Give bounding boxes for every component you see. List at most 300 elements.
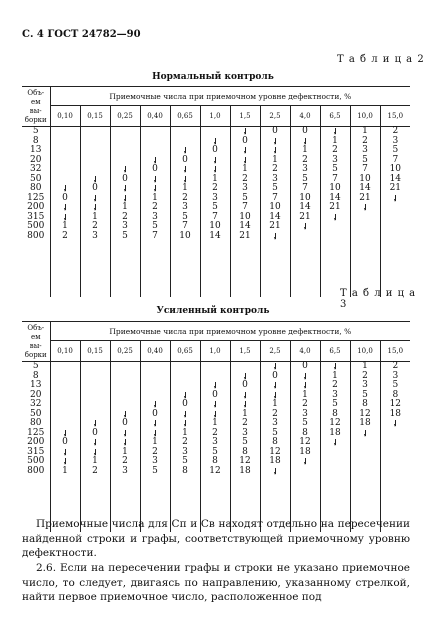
- cell-stack: [171, 362, 200, 476]
- acceptance-number: 2: [62, 230, 68, 241]
- acceptance-number: 5: [182, 211, 188, 222]
- table-cell: [111, 137, 140, 147]
- sample-size: 315: [27, 446, 45, 457]
- table-cell: [141, 232, 170, 242]
- acceptance-number: 12: [239, 456, 251, 466]
- level-column: [260, 362, 290, 532]
- acceptance-number: 1: [122, 446, 128, 457]
- arrow-icon: [274, 392, 277, 399]
- table-cell: [51, 429, 80, 439]
- acceptance-number: 12: [269, 446, 281, 457]
- table-cell: [351, 194, 380, 204]
- table3-caption: Т а б л и ц а 3: [340, 288, 417, 310]
- level-header: 0,10: [50, 106, 80, 127]
- acceptance-number: 3: [212, 192, 218, 203]
- arrow-icon: [274, 233, 277, 240]
- acceptance-number: 2: [362, 135, 368, 146]
- table-cell: [201, 146, 230, 156]
- table-cell: [51, 438, 80, 448]
- paragraph-2: 2.6. Если на пересечении графы и строки не указано приемочное число, то следует, двигаясь по направлению, указанному стрелкой, найти первое приемочное число, расположенное под: [22, 562, 410, 603]
- arrow-icon: [364, 204, 367, 211]
- level-column: [170, 127, 200, 297]
- sample-size: 5: [32, 126, 39, 136]
- sample-size: 8: [32, 135, 39, 146]
- acceptance-number: 1: [332, 370, 338, 381]
- sample-size: 800: [27, 230, 45, 241]
- acceptance-number: 2: [332, 380, 338, 390]
- acceptance-number: 7: [212, 211, 218, 222]
- table-cell: [111, 381, 140, 391]
- acceptance-number: 3: [302, 164, 308, 174]
- acceptance-number: 14: [239, 221, 251, 231]
- level-column: [170, 362, 200, 532]
- table-cell: [291, 362, 320, 372]
- acceptance-number: 3: [332, 154, 338, 165]
- table-cell: [321, 467, 350, 477]
- acceptance-number: 5: [272, 183, 278, 193]
- table-cell: [51, 391, 80, 401]
- table2-caption: Т а б л и ц а 2: [337, 54, 425, 65]
- table-cell: [51, 146, 80, 156]
- cell-stack: [291, 362, 320, 476]
- arrow-icon: [334, 439, 337, 446]
- arrow-icon: [94, 420, 97, 427]
- level-header: 0,25: [110, 341, 140, 362]
- acceptance-number: 2: [212, 427, 218, 438]
- level-header: 1,0: [200, 106, 230, 127]
- table-cell: [141, 156, 170, 166]
- table-cell: [321, 213, 350, 223]
- table-cell: [81, 372, 110, 382]
- acceptance-number: 2: [392, 361, 399, 371]
- arrow-icon: [94, 439, 97, 446]
- arrow-icon: [124, 439, 127, 446]
- sample-size-header: [22, 322, 50, 362]
- level-column: [230, 127, 260, 297]
- table-cell: [321, 127, 350, 137]
- sample-sizes-column: [22, 362, 50, 532]
- table-cell: [81, 362, 110, 372]
- table-cell: [141, 362, 170, 372]
- table-cell: [141, 400, 170, 410]
- acceptance-number: 1: [62, 221, 68, 231]
- table-cell: [141, 372, 170, 382]
- arrow-icon: [394, 195, 397, 202]
- table-cell: [51, 372, 80, 382]
- table-cell: [231, 146, 260, 156]
- acceptance-number: 5: [242, 437, 248, 447]
- arrow-icon: [394, 420, 397, 427]
- level-header: 1,5: [230, 341, 260, 362]
- arrow-icon: [304, 223, 307, 230]
- table-cell: [381, 467, 411, 477]
- levels-row: [22, 106, 410, 127]
- sample-size: 200: [27, 437, 45, 447]
- arrow-icon: [184, 147, 187, 154]
- acceptance-number: 21: [359, 192, 371, 203]
- table-cell: [291, 213, 320, 223]
- table-cell: [171, 156, 200, 166]
- arrow-icon: [244, 147, 247, 154]
- acceptance-number: 8: [272, 437, 278, 447]
- table-cell: [231, 381, 260, 391]
- cell-stack: [51, 362, 80, 476]
- table-cell: [381, 232, 411, 242]
- table-cell: [381, 203, 411, 213]
- arrow-icon: [154, 176, 157, 183]
- acceptance-number: 2: [122, 456, 128, 466]
- table-cell: [81, 194, 110, 204]
- table-cell: [141, 146, 170, 156]
- table-cell: [111, 391, 140, 401]
- acceptance-number: 0: [182, 399, 188, 409]
- acceptance-number: 18: [329, 427, 341, 438]
- acceptance-number: 5: [392, 380, 399, 390]
- table-cell: [261, 137, 290, 147]
- sample-size: 32: [30, 164, 42, 174]
- acceptance-number: 1: [182, 183, 188, 193]
- sample-size: 32: [30, 399, 42, 409]
- table-cell: [51, 127, 80, 137]
- table-cell: [171, 410, 200, 420]
- acceptance-number: 0: [272, 370, 278, 381]
- table-cell: [231, 156, 260, 166]
- arrow-icon: [334, 363, 337, 370]
- level-column: [290, 127, 320, 297]
- acceptance-number: 7: [302, 183, 308, 193]
- level-column: [140, 127, 170, 297]
- arrow-icon: [274, 382, 277, 389]
- acceptance-number: 7: [392, 154, 399, 165]
- acceptance-number: 1: [272, 399, 278, 409]
- acceptance-number: 0: [242, 135, 248, 146]
- arrow-icon: [124, 430, 127, 437]
- acceptance-number: 7: [362, 164, 368, 174]
- table-cell: [231, 400, 260, 410]
- acceptance-number: 3: [182, 446, 188, 457]
- acceptance-number: 2: [242, 173, 248, 184]
- sample-size-header-line: борки: [24, 115, 47, 124]
- table-cell: [201, 137, 230, 147]
- table-cell: [171, 137, 200, 147]
- table-cell: [111, 362, 140, 372]
- level-header: 0,10: [50, 341, 80, 362]
- table-cell: [351, 203, 380, 213]
- acceptance-number: 1: [182, 427, 188, 438]
- table-cell: [81, 438, 110, 448]
- table-cell: [261, 232, 290, 242]
- table-cell: [51, 362, 80, 372]
- arrow-icon: [214, 401, 217, 408]
- table-cell: [141, 165, 170, 175]
- level-column: [80, 127, 110, 297]
- acceptance-number: 3: [272, 173, 278, 184]
- arrow-icon: [154, 157, 157, 164]
- table-cell: [321, 438, 350, 448]
- acceptance-number: 8: [332, 408, 338, 419]
- table-cell: [201, 400, 230, 410]
- table-cell: [111, 184, 140, 194]
- table2-title: Нормальный контроль: [152, 72, 274, 82]
- levels-row: [22, 341, 410, 362]
- arrow-icon: [304, 458, 307, 465]
- sample-size-header-line: ем: [30, 332, 41, 341]
- sample-size-header-line: вы-: [29, 106, 42, 115]
- acceptance-number: 5: [362, 154, 368, 165]
- table-cell: [351, 213, 380, 223]
- acceptance-number: 2: [152, 446, 158, 457]
- table-cell: [231, 362, 260, 372]
- acceptance-number: 2: [302, 399, 308, 409]
- level-header: 10,0: [350, 341, 380, 362]
- arrow-icon: [124, 185, 127, 192]
- acceptance-number: 3: [392, 370, 399, 381]
- level-header: 6,5: [320, 341, 350, 362]
- arrow-icon: [244, 373, 247, 380]
- table-cell: [381, 419, 411, 429]
- table-cell: [51, 203, 80, 213]
- table-cell: [171, 127, 200, 137]
- arrow-icon: [274, 138, 277, 145]
- level-header: 4,0: [290, 341, 320, 362]
- table-cell: [261, 381, 290, 391]
- acceptance-number: 1: [362, 126, 368, 136]
- cell-stack: [141, 127, 170, 241]
- level-header: 6,5: [320, 106, 350, 127]
- table-cell: [81, 184, 110, 194]
- table-cell: [51, 400, 80, 410]
- acceptance-number: 1: [302, 389, 308, 400]
- acceptance-numbers-header: Приемочные числа при приемочном уровне дефектности, %: [50, 322, 410, 341]
- table-cell: [51, 232, 80, 242]
- acceptance-number: 10: [269, 202, 281, 212]
- arrow-icon: [154, 430, 157, 437]
- sample-sizes-column: [22, 127, 50, 297]
- arrow-icon: [154, 185, 157, 192]
- sample-size: 8: [32, 370, 39, 381]
- acceptance-number: 1: [242, 164, 248, 174]
- sample-size: 50: [30, 408, 42, 419]
- level-header: 4,0: [290, 106, 320, 127]
- table-cell: [81, 410, 110, 420]
- acceptance-number: 5: [242, 192, 248, 203]
- table-cell: [261, 457, 290, 467]
- level-column: [350, 362, 380, 532]
- table-cell: [351, 222, 380, 232]
- arrow-icon: [304, 138, 307, 145]
- table-cell: [291, 137, 320, 147]
- level-column: [320, 362, 350, 532]
- acceptance-number: 8: [392, 389, 399, 400]
- acceptance-number: 21: [269, 221, 281, 231]
- table-cell: [291, 448, 320, 458]
- arrow-icon: [244, 128, 247, 135]
- table-cell: [51, 467, 80, 477]
- acceptance-number: 0: [272, 126, 278, 136]
- acceptance-number: 5: [302, 418, 308, 428]
- acceptance-number: 2: [392, 126, 399, 136]
- arrow-icon: [244, 401, 247, 408]
- table-cell: [141, 467, 170, 477]
- table-cell: [141, 184, 170, 194]
- level-header: 0,25: [110, 106, 140, 127]
- table-cell: [321, 232, 350, 242]
- cell-stack: [321, 362, 350, 476]
- page-header: С. 4 ГОСТ 24782—90: [22, 29, 141, 40]
- cell-stack: [381, 362, 411, 476]
- table-cell: [201, 410, 230, 420]
- acceptance-number: 1: [242, 408, 248, 419]
- table-cell: [51, 457, 80, 467]
- acceptance-number: 3: [332, 389, 338, 400]
- acceptance-number: 14: [389, 173, 402, 184]
- table-cell: [321, 222, 350, 232]
- acceptance-number: 14: [329, 192, 341, 203]
- arrow-icon: [214, 157, 217, 164]
- arrow-icon: [64, 458, 67, 465]
- table-cell: [321, 362, 350, 372]
- table-cell: [51, 213, 80, 223]
- table-cell: [381, 429, 411, 439]
- sample-size: 13: [30, 380, 42, 390]
- table-cell: [111, 127, 140, 137]
- acceptance-number: 21: [239, 230, 251, 241]
- table-cell: [81, 156, 110, 166]
- table-cell: [261, 391, 290, 401]
- level-header: 0,65: [170, 341, 200, 362]
- sample-size: 13: [30, 145, 42, 155]
- cell-stack: [111, 362, 140, 476]
- sample-size: 500: [27, 221, 45, 231]
- level-header: 1,5: [230, 106, 260, 127]
- table-cell: [351, 457, 380, 467]
- table-cell: [51, 194, 80, 204]
- table-cell: [51, 410, 80, 420]
- arrow-icon: [304, 373, 307, 380]
- arrow-icon: [214, 411, 217, 418]
- table-cell: [321, 203, 350, 213]
- table-cell: [171, 175, 200, 185]
- cell-stack: [231, 362, 260, 476]
- table-cell: [321, 448, 350, 458]
- acceptance-number: 0: [212, 145, 218, 155]
- table-cell: [201, 391, 230, 401]
- arrow-icon: [304, 382, 307, 389]
- level-column: [380, 127, 410, 297]
- cell-stack: [171, 127, 200, 241]
- cell-stack: [201, 127, 230, 241]
- table-cell: [141, 410, 170, 420]
- acceptance-number: 2: [242, 418, 248, 428]
- acceptance-number: 0: [62, 437, 68, 447]
- acceptance-number: 1: [122, 202, 128, 212]
- table-cell: [231, 137, 260, 147]
- sample-size: 5: [32, 361, 39, 371]
- acceptance-number: 14: [269, 211, 281, 222]
- table3: [22, 321, 410, 532]
- arrow-icon: [64, 214, 67, 221]
- acceptance-number: 14: [299, 202, 311, 212]
- level-header: 15,0: [380, 106, 410, 127]
- acceptance-number: 3: [152, 456, 158, 466]
- table-cell: [141, 127, 170, 137]
- arrow-icon: [214, 382, 217, 389]
- acceptance-number: 0: [212, 389, 218, 400]
- table-cell: [351, 448, 380, 458]
- table-cell: [201, 156, 230, 166]
- table-cell: [171, 362, 200, 372]
- acceptance-number: 8: [242, 446, 248, 457]
- table-cell: [81, 146, 110, 156]
- acceptance-number: 14: [209, 230, 221, 241]
- table-cell: [321, 429, 350, 439]
- table-cell: [81, 137, 110, 147]
- acceptance-number: 7: [272, 192, 278, 203]
- sample-size: 125: [27, 427, 45, 438]
- table-cell: [261, 467, 290, 477]
- table-cell: [381, 448, 411, 458]
- arrow-icon: [334, 214, 337, 221]
- arrow-icon: [244, 157, 247, 164]
- table-cell: [111, 410, 140, 420]
- acceptance-number: 21: [389, 183, 402, 193]
- table-body-row: [22, 362, 410, 532]
- acceptance-number: 5: [332, 164, 338, 174]
- acceptance-number: 18: [239, 465, 251, 476]
- acceptance-number: 1: [92, 456, 98, 466]
- acceptance-number: 18: [389, 408, 402, 419]
- acceptance-number: 2: [122, 211, 128, 222]
- arrow-icon: [64, 185, 67, 192]
- arrow-icon: [94, 449, 97, 456]
- level-column: [290, 362, 320, 532]
- table-cell: [171, 146, 200, 156]
- arrow-icon: [184, 176, 187, 183]
- table-cell: [81, 127, 110, 137]
- level-column: [110, 127, 140, 297]
- table-cell: [81, 381, 110, 391]
- cell-stack: [231, 127, 260, 241]
- table-cell: [201, 372, 230, 382]
- acceptance-number: 2: [332, 145, 338, 155]
- table-cell: [51, 448, 80, 458]
- table-cell: [111, 419, 140, 429]
- table-cell: [381, 222, 411, 232]
- cell-stack: [81, 127, 110, 241]
- cell-stack: [81, 362, 110, 476]
- sample-size-header-line: борки: [24, 350, 47, 359]
- table-cell: [171, 391, 200, 401]
- acceptance-number: 0: [242, 380, 248, 390]
- acceptance-number: 2: [92, 221, 98, 231]
- acceptance-number: 7: [182, 221, 188, 231]
- table-cell: [81, 232, 110, 242]
- arrow-icon: [274, 147, 277, 154]
- table-cell: [141, 137, 170, 147]
- table-cell: [81, 429, 110, 439]
- acceptance-number: 1: [212, 418, 218, 428]
- table-cell: [81, 419, 110, 429]
- acceptance-number: 5: [182, 456, 188, 466]
- sample-size-header-line: Объ-: [27, 323, 45, 332]
- level-column: [380, 362, 410, 532]
- acceptance-number: 1: [272, 154, 278, 165]
- table-cell: [261, 372, 290, 382]
- acceptance-number: 12: [389, 399, 402, 409]
- acceptance-number: 5: [302, 173, 308, 184]
- table-cell: [291, 467, 320, 477]
- acceptance-number: 3: [122, 221, 128, 231]
